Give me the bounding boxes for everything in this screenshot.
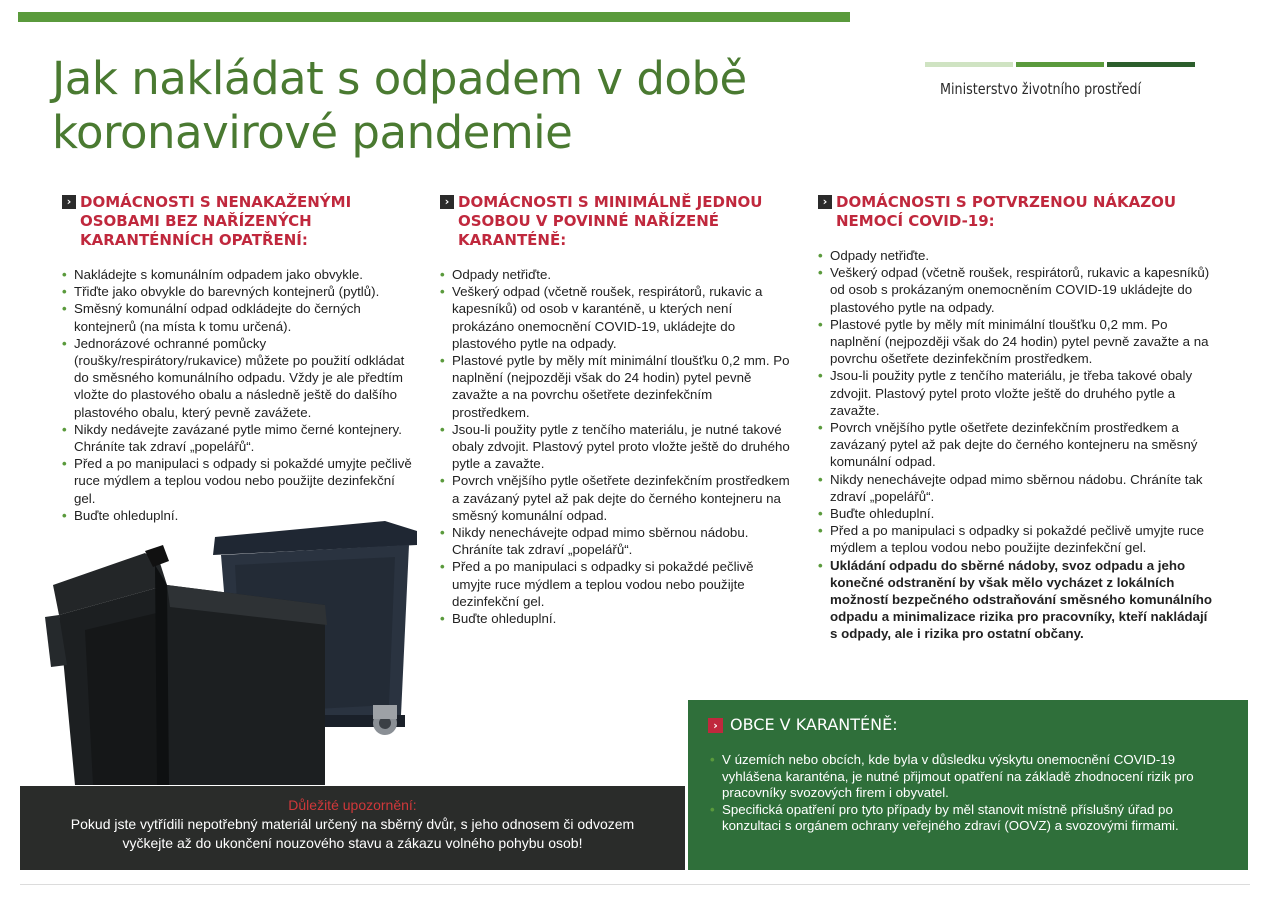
list-item: • Buďte ohleduplní.	[440, 610, 790, 627]
column-heading-text: DOMÁCNOSTI S MINIMÁLNĚ JEDNOU OSOBOU V POVINNÉ NAŘÍZENÉ KARANTÉNĚ:	[458, 193, 763, 249]
list-item: • Veškerý odpad (včetně roušek, respirátorů, rukavic a kapesníků) od osob v karanténě, u kterých není prokázáno onemocnění COVID-19, ukládejte do plastového pytle na odpady.	[440, 283, 790, 352]
quarantine-municipalities-box	[688, 700, 1248, 870]
list-item: • Před a po manipulaci s odpadky si pokaždé pečlivě umyjte ruce mýdlem a teplou vodou nebo použijte dezinfekční gel.	[440, 558, 790, 610]
column-quarantine-households	[440, 193, 790, 627]
list-item: • Jsou-li použity pytle z tenčího materiálu, je třeba takové obaly zdvojit. Plastový pytel proto vložte ještě do druhého pytle a zavažte.	[818, 367, 1218, 419]
list-item: • Povrch vnějšího pytle ošetřete dezinfekčním prostředkem a zavázaný pytel až pak dejte do černého kontejneru na směsný komunální odpad.	[818, 419, 1218, 471]
list-item: • Specifická opatření pro tyto případy by měl stanovit místně příslušný úřad po konzultaci s orgánem ochrany veřejného zdraví (OOVZ) a svozovými firmami.	[710, 802, 1210, 835]
list-item: • Jsou-li použity pytle z tenčího materiálu, je nutné takové obaly zdvojit. Plastový pytel proto vložte ještě do druhého pytle a zavažte.	[440, 421, 790, 473]
list-item: • Jednorázové ochranné pomůcky (roušky/respirátory/rukavice) můžete po použití odkládat do směsného komunálního odpadu. Vždy je ale předtím vložte do plastového obalu a následně ještě do dalšího plastového obalu, který pevně zavážete.	[62, 335, 414, 421]
bottom-divider	[20, 884, 1250, 885]
list-item: • Nakládejte s komunálním odpadem jako obvykle.	[62, 266, 414, 283]
ministry-bar-dark	[1107, 62, 1195, 67]
list-item: • Nikdy nedávejte zavázané pytle mimo černé kontejnery. Chráníte tak zdraví „popelářů“.	[62, 421, 414, 455]
page-title: Jak nakládat s odpadem v době koronavirové pandemie	[52, 52, 747, 159]
chevron-right-icon: ›	[708, 718, 723, 733]
box-heading-text: OBCE V KARANTÉNĚ:	[730, 715, 898, 734]
list-item: • Plastové pytle by měly mít minimální tloušťku 0,2 mm. Po naplnění (nejpozději však do 24 hodin) pytel pevně zavažte a na povrchu ošetřete dezinfekčním prostředkem.	[818, 316, 1218, 368]
column-heading	[818, 193, 1218, 231]
ministry-bar-light	[925, 62, 1013, 67]
list-item: • Před a po manipulaci s odpadky si pokaždé pečlivě umyjte ruce mýdlem a teplou vodou nebo použijte dezinfekční gel.	[818, 522, 1218, 556]
list-item: • Veškerý odpad (včetně roušek, respirátorů, rukavic a kapesníků) od osob s prokázaným onemocněním COVID-19 ukládejte do plastového pytle na odpady.	[818, 264, 1218, 316]
column-heading	[440, 193, 790, 250]
list-item-emphasis: • Ukládání odpadu do sběrné nádoby, svoz odpadu a jeho konečné odstranění by však mělo vycházet z lokálních možností bezpečného odstraňování směsného komunálního odpadu a minimalizace rizika pro pracovníky, kteří nakládají s odpady, ale i rizika pro ostatní občany.	[818, 557, 1218, 643]
column-list	[818, 247, 1218, 643]
chevron-right-icon: ›	[62, 195, 76, 209]
chevron-right-icon: ›	[440, 195, 454, 209]
ministry-bar-mid	[1016, 62, 1104, 67]
chevron-right-icon: ›	[818, 195, 832, 209]
top-green-bar	[18, 12, 850, 22]
ministry-name: Ministerstvo životního prostředí	[940, 80, 1142, 98]
column-list	[440, 266, 790, 627]
list-item: • Buďte ohleduplní.	[818, 505, 1218, 522]
notice-text: Pokud jste vytřídili nepotřebný materiál určený na sběrný dvůr, s jeho odnosem či odvozem vyčkejte až do ukončení nouzového stavu a zákazu volného pohybu osob!	[70, 816, 635, 851]
list-item: • Povrch vnějšího pytle ošetřete dezinfekčním prostředkem a zavázaný pytel až pak dejte do černého kontejneru na směsný komunální odpad.	[440, 472, 790, 524]
column-heading-text: DOMÁCNOSTI S NENAKAŽENÝMI OSOBAMI BEZ NAŘÍZENÝCH KARANTÉNNÍCH OPATŘENÍ:	[80, 193, 352, 249]
column-covid-households	[818, 193, 1218, 643]
list-item: • Před a po manipulaci s odpady si pokaždé umyjte pečlivě ruce mýdlem a teplou vodou nebo použijte dezinfekční gel.	[62, 455, 414, 507]
ministry-color-bars	[925, 62, 1195, 67]
list-item: • Plastové pytle by měly mít minimální tloušťku 0,2 mm. Po naplnění (nejpozději však do 24 hodin) pytel pevně zavažte a na povrchu ošetřete dezinfekčním prostředkem.	[440, 352, 790, 421]
list-item: • Nikdy nenechávejte odpad mimo sběrnou nádobu. Chráníte tak zdraví „popelářů“.	[818, 471, 1218, 505]
notice-title: Důležité upozornění:	[288, 797, 417, 813]
waste-bins-illustration	[45, 515, 445, 785]
list-item: • Třiďte jako obvykle do barevných kontejnerů (pytlů).	[62, 283, 414, 300]
important-notice	[20, 786, 685, 870]
list-item: • Směsný komunální odpad odkládejte do černých kontejnerů (na místa k tomu určená).	[62, 300, 414, 334]
list-item: • Odpady netřiďte.	[440, 266, 790, 283]
list-item: • Nikdy nenechávejte odpad mimo sběrnou nádobu. Chráníte tak zdraví „popelářů“.	[440, 524, 790, 558]
list-item: • V územích nebo obcích, kde byla v důsledku výskytu onemocnění COVID-19 vyhlášena karanténa, je nutné přijmout opatření na základě zhodnocení rizik pro pracovníky svozových firem i obyvatel.	[710, 752, 1210, 802]
column-healthy-households	[62, 193, 414, 524]
box-heading	[708, 717, 898, 734]
list-item: • Buďte ohleduplní.	[62, 507, 414, 524]
list-item: • Odpady netřiďte.	[818, 247, 1218, 264]
waste-bins-image	[45, 515, 445, 785]
box-list	[710, 752, 1210, 835]
column-heading	[62, 193, 414, 250]
column-heading-text: DOMÁCNOSTI S POTVRZENOU NÁKAZOU NEMOCÍ COVID-19:	[836, 193, 1177, 230]
column-list	[62, 266, 414, 524]
